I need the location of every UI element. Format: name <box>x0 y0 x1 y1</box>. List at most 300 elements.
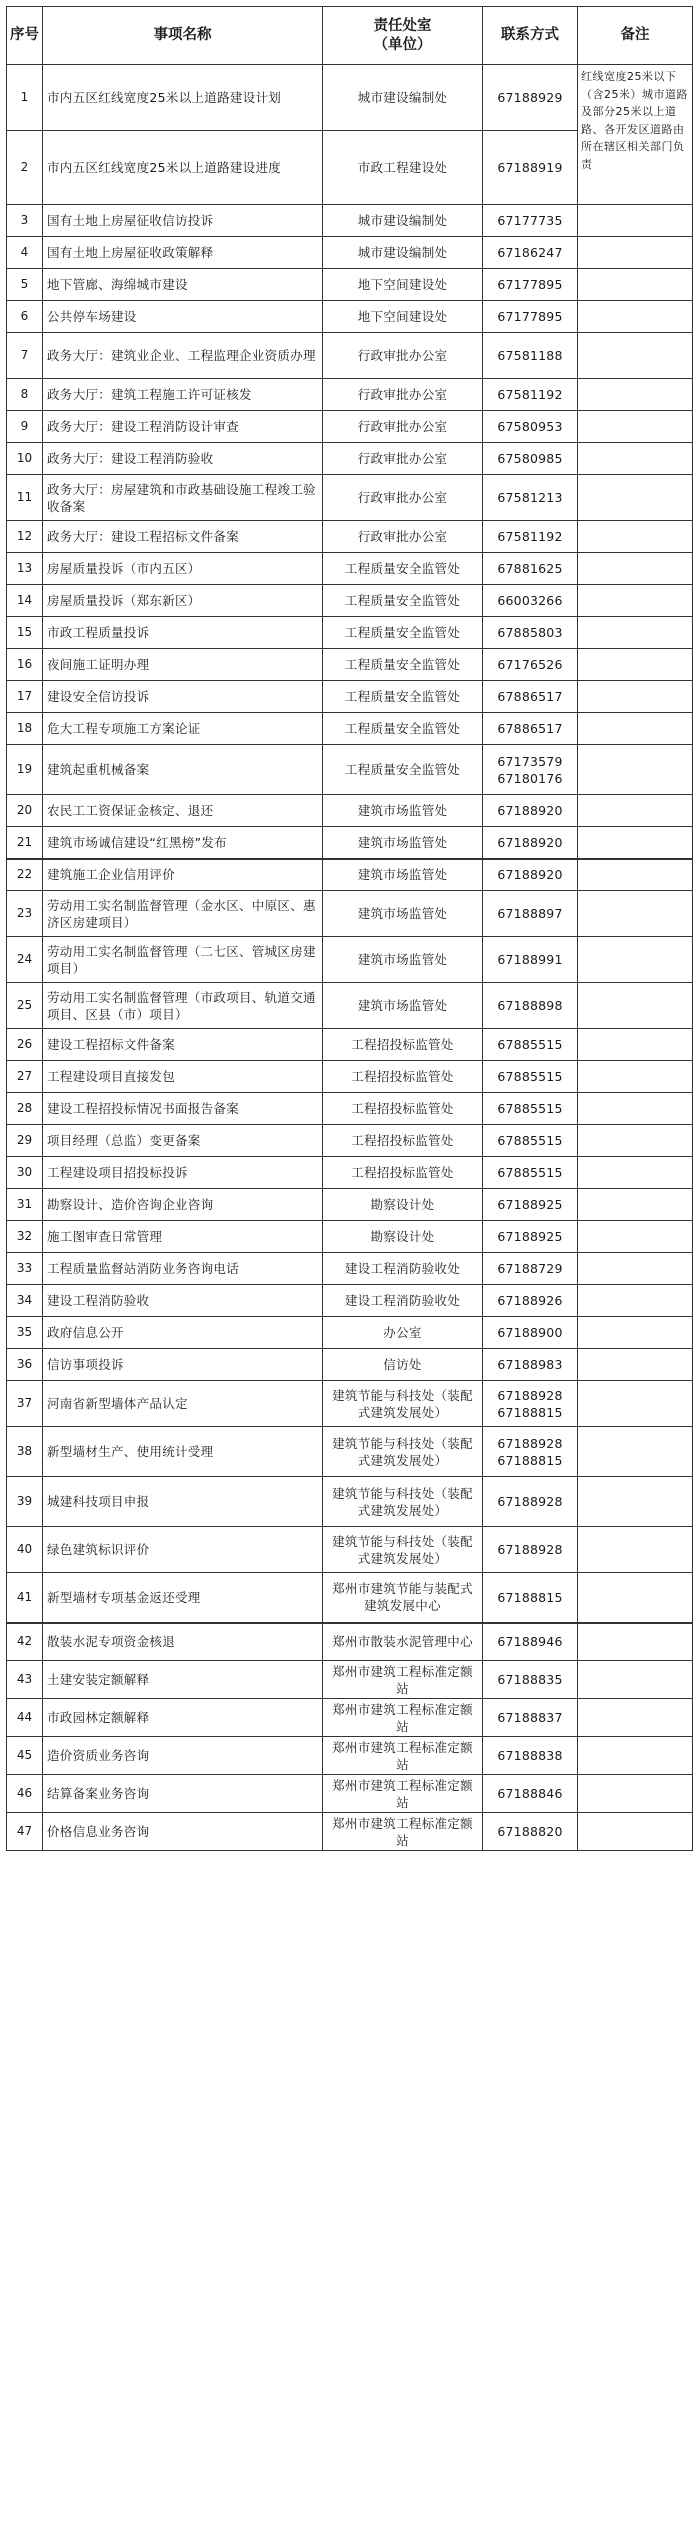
row-item-name: 劳动用工实名制监督管理（市政项目、轨道交通项目、区县（市）项目） <box>43 983 323 1029</box>
row-seq: 7 <box>7 333 43 379</box>
row-item-name: 夜间施工证明办理 <box>43 649 323 681</box>
row-phone <box>483 301 578 333</box>
row-phone <box>483 379 578 411</box>
table-row <box>7 1381 693 1427</box>
row-item-name: 工程建设项目招投标投诉 <box>43 1157 323 1189</box>
table-row <box>7 859 693 891</box>
header-seq: 序号 <box>7 7 43 65</box>
row-note-empty <box>578 891 693 937</box>
row-responsible-unit: 行政审批办公室 <box>323 475 483 521</box>
table-row <box>7 1349 693 1381</box>
row-item-name: 价格信息业务咨询 <box>43 1813 323 1851</box>
row-item-name: 危大工程专项施工方案论证 <box>43 713 323 745</box>
table-row <box>7 1189 693 1221</box>
row-responsible-unit: 行政审批办公室 <box>323 379 483 411</box>
row-seq: 9 <box>7 411 43 443</box>
row-item-name: 施工图审查日常管理 <box>43 1221 323 1253</box>
table-row <box>7 1477 693 1527</box>
row-responsible-unit: 工程招投标监管处 <box>323 1125 483 1157</box>
phone-number: 67188838 <box>497 1748 563 1763</box>
row-item-name: 政务大厅：建设工程招标文件备案 <box>43 521 323 553</box>
phone-number: 67188929 <box>497 90 563 105</box>
header-note: 备注 <box>578 7 693 65</box>
table-row <box>7 333 693 379</box>
phone-number: 67188846 <box>497 1786 563 1801</box>
phone-number: 67180176 <box>497 770 563 786</box>
row-note-empty <box>578 301 693 333</box>
row-responsible-unit: 建设工程消防验收处 <box>323 1253 483 1285</box>
row-phone <box>483 1349 578 1381</box>
row-seq: 37 <box>7 1381 43 1427</box>
phone-number: 67188815 <box>497 1452 563 1468</box>
table-row <box>7 475 693 521</box>
row-note-empty <box>578 1029 693 1061</box>
table-row <box>7 443 693 475</box>
row-seq: 1 <box>7 65 43 131</box>
row-item-name: 城建科技项目申报 <box>43 1477 323 1527</box>
row-seq: 20 <box>7 795 43 827</box>
row-item-name: 市内五区红线宽度25米以上道路建设进度 <box>43 131 323 205</box>
phone-number: 67885803 <box>497 625 563 640</box>
row-responsible-unit: 行政审批办公室 <box>323 411 483 443</box>
row-responsible-unit: 城市建设编制处 <box>323 205 483 237</box>
phone-number: 67188928 <box>497 1542 563 1557</box>
row-item-name: 地下管廊、海绵城市建设 <box>43 269 323 301</box>
row-responsible-unit: 郑州市建筑工程标准定额站 <box>323 1775 483 1813</box>
row-note-empty <box>578 237 693 269</box>
row-note-empty <box>578 1573 693 1623</box>
row-responsible-unit: 郑州市建筑工程标准定额站 <box>323 1661 483 1699</box>
row-phone <box>483 411 578 443</box>
row-responsible-unit: 郑州市建筑工程标准定额站 <box>323 1699 483 1737</box>
row-item-name: 建设工程招投标情况书面报告备案 <box>43 1093 323 1125</box>
row-responsible-unit: 城市建设编制处 <box>323 237 483 269</box>
row-item-name: 建筑市场诚信建设“红黑榜”发布 <box>43 827 323 859</box>
table-row <box>7 617 693 649</box>
row-item-name: 新型墙材生产、使用统计受理 <box>43 1427 323 1477</box>
row-note-empty <box>578 1189 693 1221</box>
row-phone <box>483 937 578 983</box>
table-row <box>7 301 693 333</box>
row-seq: 38 <box>7 1427 43 1477</box>
row-seq: 34 <box>7 1285 43 1317</box>
row-responsible-unit: 工程质量安全监管处 <box>323 713 483 745</box>
row-item-name: 建筑施工企业信用评价 <box>43 859 323 891</box>
row-responsible-unit: 行政审批办公室 <box>323 521 483 553</box>
row-phone <box>483 1623 578 1661</box>
row-note-empty <box>578 1285 693 1317</box>
row-note-empty <box>578 411 693 443</box>
phone-number: 67885515 <box>497 1133 563 1148</box>
phone-number: 67188926 <box>497 1293 563 1308</box>
row-note-empty <box>578 713 693 745</box>
row-note-empty <box>578 379 693 411</box>
row-seq: 44 <box>7 1699 43 1737</box>
row-item-name: 市政园林定额解释 <box>43 1699 323 1737</box>
phone-number: 67188946 <box>497 1634 563 1650</box>
row-item-name: 农民工工资保证金核定、退还 <box>43 795 323 827</box>
row-phone <box>483 1381 578 1427</box>
row-note-empty <box>578 205 693 237</box>
phone-number: 67881625 <box>497 561 563 576</box>
row-item-name: 工程质量监督站消防业务咨询电话 <box>43 1253 323 1285</box>
table-row <box>7 1253 693 1285</box>
row-responsible-unit: 工程质量安全监管处 <box>323 649 483 681</box>
row-responsible-unit: 建筑节能与科技处（装配式建筑发展处） <box>323 1477 483 1527</box>
row-responsible-unit: 工程招投标监管处 <box>323 1029 483 1061</box>
table-row <box>7 681 693 713</box>
row-phone <box>483 1029 578 1061</box>
row-seq: 42 <box>7 1623 43 1661</box>
row-phone <box>483 1093 578 1125</box>
phone-number: 67886517 <box>497 689 563 704</box>
row-item-name: 新型墙材专项基金返还受理 <box>43 1573 323 1623</box>
phone-number: 67188925 <box>497 1197 563 1212</box>
phone-number: 67581192 <box>497 529 563 544</box>
contact-table-wrapper <box>6 6 692 1851</box>
row-item-name: 劳动用工实名制监督管理（金水区、中原区、惠济区房建项目） <box>43 891 323 937</box>
row-seq: 31 <box>7 1189 43 1221</box>
table-row <box>7 1699 693 1737</box>
row-note-empty <box>578 1527 693 1573</box>
row-seq: 26 <box>7 1029 43 1061</box>
row-seq: 5 <box>7 269 43 301</box>
row-seq: 47 <box>7 1813 43 1851</box>
row-phone <box>483 553 578 585</box>
phone-number: 67188920 <box>497 834 563 850</box>
header-phone: 联系方式 <box>483 7 578 65</box>
row-phone <box>483 1661 578 1699</box>
row-phone <box>483 617 578 649</box>
phone-number: 67188928 <box>497 1435 563 1451</box>
row-note-empty <box>578 617 693 649</box>
phone-number: 67177895 <box>497 309 563 324</box>
row-phone <box>483 1253 578 1285</box>
row-responsible-unit: 郑州市散装水泥管理中心 <box>323 1623 483 1661</box>
row-note-empty <box>578 1699 693 1737</box>
row-seq: 40 <box>7 1527 43 1573</box>
row-phone <box>483 859 578 891</box>
row-phone <box>483 521 578 553</box>
row-item-name: 劳动用工实名制监督管理（二七区、管城区房建项目） <box>43 937 323 983</box>
row-phone <box>483 1125 578 1157</box>
phone-number: 67885515 <box>497 1101 563 1116</box>
table-row <box>7 1661 693 1699</box>
phone-number: 67886517 <box>497 721 563 736</box>
row-phone <box>483 1699 578 1737</box>
row-note-empty <box>578 1253 693 1285</box>
row-seq: 29 <box>7 1125 43 1157</box>
row-responsible-unit: 建筑节能与科技处（装配式建筑发展处） <box>323 1527 483 1573</box>
row-item-name: 市政工程质量投诉 <box>43 617 323 649</box>
row-phone <box>483 443 578 475</box>
phone-number: 67188835 <box>497 1672 563 1687</box>
row-phone <box>483 585 578 617</box>
table-row <box>7 1157 693 1189</box>
row-note-empty <box>578 1157 693 1189</box>
row-note-empty <box>578 333 693 379</box>
table-row <box>7 1573 693 1623</box>
table-row <box>7 1813 693 1851</box>
row-item-name: 建设工程招标文件备案 <box>43 1029 323 1061</box>
row-note-empty <box>578 1775 693 1813</box>
phone-number: 67188991 <box>497 952 563 967</box>
row-item-name: 建设安全信访投诉 <box>43 681 323 713</box>
table-row <box>7 827 693 859</box>
row-note-empty <box>578 443 693 475</box>
row-item-name: 土建安装定额解释 <box>43 1661 323 1699</box>
phone-number: 67581192 <box>497 387 563 402</box>
phone-number: 67581213 <box>497 490 563 505</box>
table-row <box>7 269 693 301</box>
row-seq: 13 <box>7 553 43 585</box>
phone-number: 67177895 <box>497 277 563 292</box>
row-seq: 15 <box>7 617 43 649</box>
row-seq: 10 <box>7 443 43 475</box>
row-seq: 18 <box>7 713 43 745</box>
row-seq: 24 <box>7 937 43 983</box>
row-item-name: 国有土地上房屋征收信访投诉 <box>43 205 323 237</box>
row-responsible-unit: 建筑市场监管处 <box>323 983 483 1029</box>
row-phone <box>483 131 578 205</box>
table-header-row <box>7 7 693 65</box>
row-note-empty <box>578 1317 693 1349</box>
row-seq: 23 <box>7 891 43 937</box>
table-row <box>7 1623 693 1661</box>
row-responsible-unit: 建设工程消防验收处 <box>323 1285 483 1317</box>
phone-number: 67188925 <box>497 1229 563 1244</box>
row-phone <box>483 1285 578 1317</box>
row-seq: 32 <box>7 1221 43 1253</box>
row-seq: 25 <box>7 983 43 1029</box>
row-item-name: 政务大厅：房屋建筑和市政基础设施工程竣工验收备案 <box>43 475 323 521</box>
phone-number: 67188920 <box>497 803 563 818</box>
table-row <box>7 1029 693 1061</box>
table-row <box>7 1427 693 1477</box>
row-phone <box>483 1157 578 1189</box>
row-item-name: 建筑起重机械备案 <box>43 745 323 795</box>
table-row <box>7 1125 693 1157</box>
row-seq: 22 <box>7 859 43 891</box>
row-phone <box>483 745 578 795</box>
table-row <box>7 1527 693 1573</box>
row-note-empty <box>578 681 693 713</box>
row-seq: 41 <box>7 1573 43 1623</box>
row-responsible-unit: 地下空间建设处 <box>323 301 483 333</box>
row-phone <box>483 983 578 1029</box>
header-unit: 责任处室 （单位） <box>323 7 483 65</box>
phone-number: 67188900 <box>497 1325 563 1340</box>
row-note-empty <box>578 475 693 521</box>
row-phone <box>483 1221 578 1253</box>
row-responsible-unit: 建筑市场监管处 <box>323 795 483 827</box>
row-item-name: 勘察设计、造价咨询企业咨询 <box>43 1189 323 1221</box>
row-phone <box>483 1737 578 1775</box>
phone-number: 67188815 <box>497 1404 563 1420</box>
phone-number: 67188920 <box>497 867 563 883</box>
table-row <box>7 937 693 983</box>
row-phone <box>483 269 578 301</box>
table-row <box>7 237 693 269</box>
row-note-empty <box>578 1093 693 1125</box>
phone-number: 67188983 <box>497 1357 563 1372</box>
table-row <box>7 585 693 617</box>
row-item-name: 政务大厅：建筑工程施工许可证核发 <box>43 379 323 411</box>
row-seq: 3 <box>7 205 43 237</box>
row-responsible-unit: 郑州市建筑工程标准定额站 <box>323 1813 483 1851</box>
row-note-empty <box>578 1221 693 1253</box>
row-responsible-unit: 建筑节能与科技处（装配式建筑发展处） <box>323 1381 483 1427</box>
row-seq: 11 <box>7 475 43 521</box>
phone-number: 67188898 <box>497 998 563 1013</box>
row-note-empty <box>578 1813 693 1851</box>
row-responsible-unit: 地下空间建设处 <box>323 269 483 301</box>
row-responsible-unit: 建筑市场监管处 <box>323 827 483 859</box>
table-row <box>7 205 693 237</box>
phone-number: 67188919 <box>497 160 563 175</box>
row-phone <box>483 827 578 859</box>
row-note-empty <box>578 269 693 301</box>
row-seq: 30 <box>7 1157 43 1189</box>
row-item-name: 项目经理（总监）变更备案 <box>43 1125 323 1157</box>
table-row <box>7 1221 693 1253</box>
row-note-empty <box>578 937 693 983</box>
phone-number: 67885515 <box>497 1165 563 1180</box>
row-item-name: 房屋质量投诉（市内五区） <box>43 553 323 585</box>
row-note-empty <box>578 859 693 891</box>
row-responsible-unit: 建筑市场监管处 <box>323 859 483 891</box>
row-responsible-unit: 工程招投标监管处 <box>323 1093 483 1125</box>
row-phone <box>483 237 578 269</box>
phone-number: 66003266 <box>497 593 563 608</box>
row-item-name: 造价资质业务咨询 <box>43 1737 323 1775</box>
phone-number: 67188837 <box>497 1710 563 1725</box>
row-seq: 28 <box>7 1093 43 1125</box>
row-item-name: 绿色建筑标识评价 <box>43 1527 323 1573</box>
table-row <box>7 1737 693 1775</box>
row-seq: 46 <box>7 1775 43 1813</box>
row-seq: 21 <box>7 827 43 859</box>
phone-number: 67188820 <box>497 1824 563 1839</box>
row-responsible-unit: 市政工程建设处 <box>323 131 483 205</box>
row-seq: 27 <box>7 1061 43 1093</box>
phone-number: 67188928 <box>497 1494 563 1509</box>
row-responsible-unit: 建筑市场监管处 <box>323 937 483 983</box>
phone-number: 67186247 <box>497 245 563 260</box>
row-phone <box>483 649 578 681</box>
row-note-empty <box>578 827 693 859</box>
row-phone <box>483 1527 578 1573</box>
row-item-name: 建设工程消防验收 <box>43 1285 323 1317</box>
row-item-name: 国有土地上房屋征收政策解释 <box>43 237 323 269</box>
row-note-empty <box>578 1349 693 1381</box>
row-item-name: 结算备案业务咨询 <box>43 1775 323 1813</box>
row-seq: 14 <box>7 585 43 617</box>
row-phone <box>483 1061 578 1093</box>
table-row <box>7 795 693 827</box>
row-responsible-unit: 工程招投标监管处 <box>323 1157 483 1189</box>
row-note-empty <box>578 1381 693 1427</box>
row-seq: 36 <box>7 1349 43 1381</box>
row-responsible-unit: 建筑市场监管处 <box>323 891 483 937</box>
row-item-name: 房屋质量投诉（郑东新区） <box>43 585 323 617</box>
phone-number: 67188815 <box>497 1589 563 1605</box>
row-responsible-unit: 工程质量安全监管处 <box>323 585 483 617</box>
row-note-empty <box>578 795 693 827</box>
table-row <box>7 1775 693 1813</box>
row-seq: 12 <box>7 521 43 553</box>
phone-number: 67885515 <box>497 1037 563 1052</box>
row-phone <box>483 891 578 937</box>
row-seq: 2 <box>7 131 43 205</box>
table-body <box>7 65 693 1851</box>
row-responsible-unit: 信访处 <box>323 1349 483 1381</box>
row-seq: 35 <box>7 1317 43 1349</box>
row-item-name: 政务大厅：建筑业企业、工程监理企业资质办理 <box>43 333 323 379</box>
table-row <box>7 649 693 681</box>
row-seq: 33 <box>7 1253 43 1285</box>
row-item-name: 信访事项投诉 <box>43 1349 323 1381</box>
row-responsible-unit: 办公室 <box>323 1317 483 1349</box>
row-seq: 8 <box>7 379 43 411</box>
contact-table <box>6 6 693 1851</box>
row-phone <box>483 333 578 379</box>
table-row <box>7 1061 693 1093</box>
row-phone <box>483 1775 578 1813</box>
phone-number: 67173579 <box>497 753 563 769</box>
row-seq: 4 <box>7 237 43 269</box>
row-item-name: 河南省新型墙体产品认定 <box>43 1381 323 1427</box>
row-phone <box>483 1573 578 1623</box>
row-note-empty <box>578 1661 693 1699</box>
table-row <box>7 553 693 585</box>
row-responsible-unit: 勘察设计处 <box>323 1189 483 1221</box>
row-responsible-unit: 工程质量安全监管处 <box>323 617 483 649</box>
row-phone <box>483 65 578 131</box>
row-responsible-unit: 工程质量安全监管处 <box>323 745 483 795</box>
row-item-name: 散装水泥专项资金核退 <box>43 1623 323 1661</box>
row-note-empty <box>578 1427 693 1477</box>
phone-number: 67188928 <box>497 1387 563 1403</box>
phone-number: 67885515 <box>497 1069 563 1084</box>
row-seq: 45 <box>7 1737 43 1775</box>
row-responsible-unit: 勘察设计处 <box>323 1221 483 1253</box>
row-phone <box>483 681 578 713</box>
row-note-empty <box>578 553 693 585</box>
row-note-empty <box>578 521 693 553</box>
phone-number: 67580985 <box>497 451 563 466</box>
row-phone <box>483 475 578 521</box>
row-note-empty <box>578 1125 693 1157</box>
row-seq: 39 <box>7 1477 43 1527</box>
row-phone <box>483 1813 578 1851</box>
header-item: 事项名称 <box>43 7 323 65</box>
row-note: 红线宽度25米以下（含25米）城市道路及部分25米以上道路、各开发区道路由所在辖区相关部门负责 <box>578 65 693 205</box>
phone-number: 67188729 <box>497 1261 563 1276</box>
row-phone <box>483 205 578 237</box>
table-row <box>7 379 693 411</box>
row-phone <box>483 1189 578 1221</box>
table-row <box>7 521 693 553</box>
row-seq: 19 <box>7 745 43 795</box>
table-row <box>7 65 693 131</box>
row-phone <box>483 1427 578 1477</box>
table-row <box>7 745 693 795</box>
row-note-empty <box>578 649 693 681</box>
row-note-empty <box>578 585 693 617</box>
row-note-empty <box>578 983 693 1029</box>
table-row <box>7 891 693 937</box>
